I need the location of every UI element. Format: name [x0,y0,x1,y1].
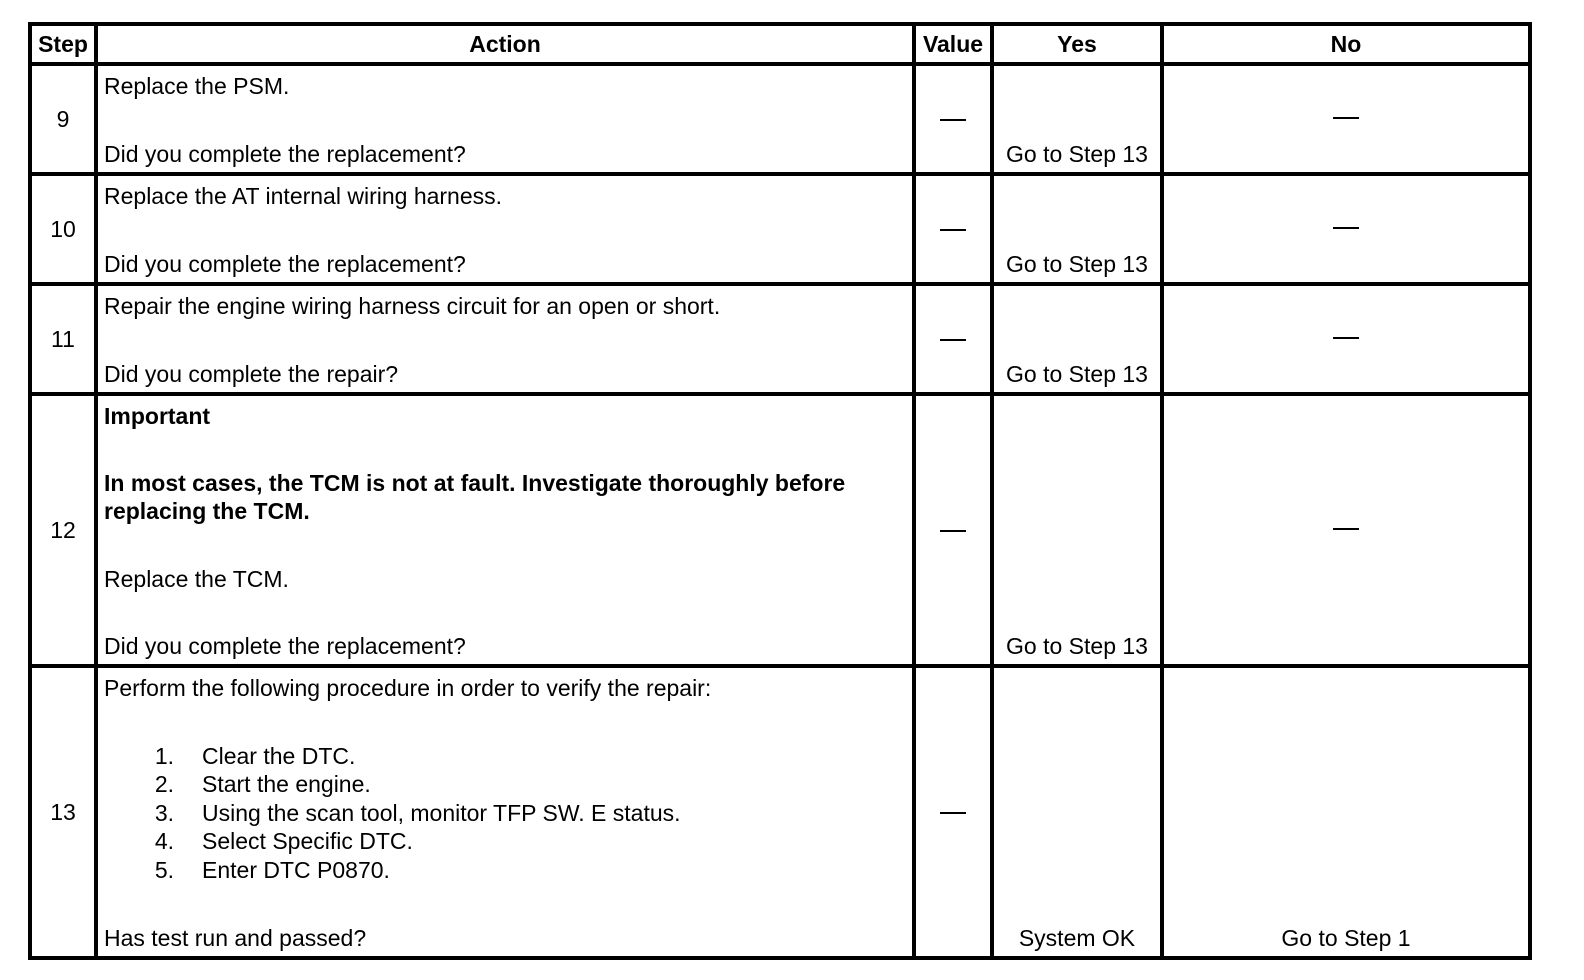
header-no: No [1162,24,1530,64]
action-text: Replace the TCM. [104,565,289,592]
dash-mark [940,530,966,532]
action-text: Perform the following procedure in order to verify the repair: [104,675,712,701]
important-text: In most cases, the TCM is not at fault. Investigate thoroughly before replacing the TCM. [104,470,846,525]
no-cell [1162,394,1530,666]
action-question: Did you complete the replacement? [104,141,466,167]
list-item: 2. Start the engine. [154,771,371,798]
action-question: Did you complete the replacement? [104,251,466,277]
step-number: 9 [30,64,96,174]
yes-cell: Go to Step 13 [992,394,1162,666]
action-cell [96,394,914,666]
action-question: Did you complete the replacement? [104,632,466,659]
procedure-list [104,742,906,885]
action-text: Replace the PSM. [104,73,290,99]
dash-mark [1333,337,1359,339]
no-cell [1162,284,1530,394]
header-row [30,24,1530,64]
table-row [30,64,1530,174]
no-cell: Go to Step 1 [1162,666,1530,958]
action-question: Did you complete the repair? [104,361,399,387]
dash-mark [940,229,966,231]
no-cell [1162,174,1530,284]
value-cell [914,64,992,174]
value-cell [914,394,992,666]
step-number: 13 [30,666,96,958]
value-cell [914,174,992,284]
list-item: 1. Clear the DTC. [154,742,356,769]
dash-mark [1333,227,1359,229]
step-number: 10 [30,174,96,284]
action-text: Repair the engine wiring harness circuit for an open or short. [104,293,721,319]
yes-cell: Go to Step 13 [992,64,1162,174]
action-cell [96,284,914,394]
no-cell [1162,64,1530,174]
table-row [30,666,1530,958]
action-text: Replace the AT internal wiring harness. [104,183,503,209]
header-action: Action [96,24,914,64]
dash-mark [1333,117,1359,119]
list-item: 3. Using the scan tool, monitor TFP SW. E status. [154,799,681,826]
value-cell [914,666,992,958]
header-value: Value [914,24,992,64]
dash-mark [940,339,966,341]
dash-mark [940,119,966,121]
step-number: 12 [30,394,96,666]
value-cell [914,284,992,394]
list-item: 5. Enter DTC P0870. [154,856,390,883]
table-row [30,284,1530,394]
dash-mark [1333,528,1359,530]
action-cell [96,64,914,174]
diagnostic-table [28,22,1532,960]
step-number: 11 [30,284,96,394]
action-question: Has test run and passed? [104,925,367,951]
header-step: Step [30,24,96,64]
important-label: Important [104,403,211,429]
list-item: 4. Select Specific DTC. [154,828,413,855]
header-yes: Yes [992,24,1162,64]
action-cell [96,174,914,284]
action-cell [96,666,914,958]
table-row [30,174,1530,284]
yes-cell: Go to Step 13 [992,284,1162,394]
yes-cell: Go to Step 13 [992,174,1162,284]
dash-mark [940,812,966,814]
table-row [30,394,1530,666]
yes-cell: System OK [992,666,1162,958]
